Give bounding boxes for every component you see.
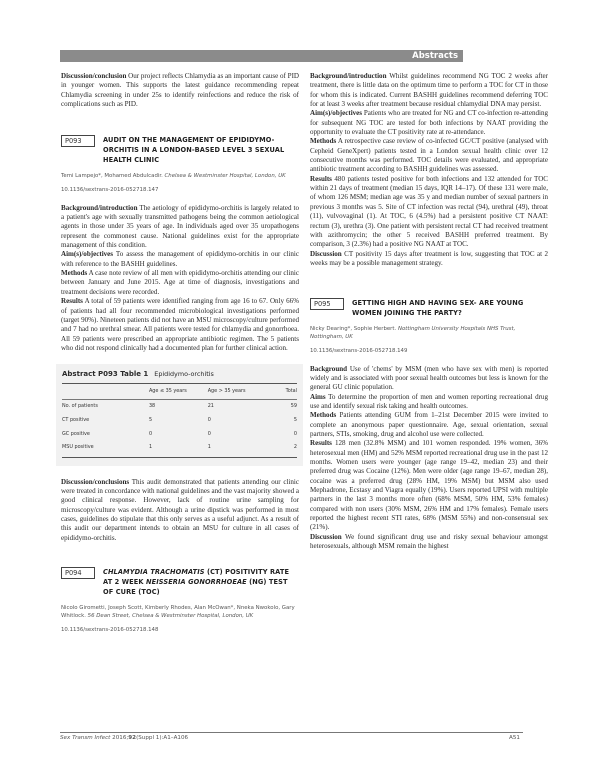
abstract-section: [61, 297, 299, 353]
abstract-authors: [310, 325, 548, 341]
table-header-cell: [62, 384, 149, 400]
abstract-section: [310, 72, 548, 109]
section-text: Patients who are treated for NG and CT co-infection re-attending for subsequent NG TOC are tested for both infections by NAAT providing the opportunity to evaluate the CT positivity rate at re-attendance.: [310, 109, 548, 137]
table-caption-title: Abstract P093 Table 1: [62, 370, 149, 379]
abstract-section: [310, 175, 548, 250]
section-label: Background/introduction: [61, 203, 138, 212]
page-number: A51: [509, 735, 520, 741]
footer-divider: [60, 732, 523, 733]
table-caption: [62, 370, 297, 383]
table-cell: CT positive: [62, 416, 90, 423]
abstract-table: [56, 364, 303, 465]
abstract-id: P093: [61, 135, 95, 147]
author-names: Nicolo Girometti, Joseph Scott, Kimberly Rhodes, Alan McOwan*, Nneka Nwokolo, Gary Whitlock.: [61, 605, 295, 619]
table-header-row: [62, 384, 297, 400]
abstract-doi[interactable]: 10.1136/sextrans-2016-052718.147: [61, 187, 159, 194]
abstract-heading-p095: [310, 298, 548, 318]
abstract-section: [61, 478, 299, 543]
section-label: Aims: [310, 392, 326, 401]
prev-discussion-paragraph: [61, 72, 299, 109]
section-label: Results: [61, 297, 83, 306]
section-label: Discussion: [310, 532, 342, 541]
abstract-section: [310, 393, 548, 412]
abstract-section: [310, 250, 548, 269]
table-header-cell: Age ≤ 35 years: [149, 384, 208, 400]
section-text: CT positivity 15 days after treatment is low, suggesting that TOC at 2 weeks may be a possible management strategy.: [310, 249, 549, 267]
table-cell: 5: [148, 416, 153, 423]
table-cell: 0: [148, 430, 153, 437]
author-affiliation: Nottingham University Hospitals NHS Trust, Nottingham, UK: [310, 326, 516, 341]
section-text: A retrospective case review of co-infected GC/CT positive (analysed with Cepheid GeneXpert) patients tested in a London sexual health clinic over 12 consecutive months was performed. TOC details were evaluated, and appropriate antibiotic treatment according to BASHH guidelines was assessed.: [310, 137, 548, 174]
section-header-bar: [60, 50, 463, 62]
author-affiliation: Chelsea & Westminster Hospital, London, UK: [164, 173, 286, 180]
table-cell: GC positive: [62, 430, 90, 437]
table-cell: 38: [148, 403, 156, 410]
section-text: 128 men (32.8% MSM) and 101 women responded. 19% women, 36% heterosexual men (HM) and 52% MSM reported recreational drug use in the past 12 months. Women users were younger (age range 19–42, median 23) and their preferred drug was Cocaine (12%). Men were older (age range 19–67, median 28), cocaine was a preferred drug (28% HM, 19% MSM) but MSM also used Mephadrone, Ecstasy and Viagra equally (19%). Users reported UPSI with multiple partners in the last 3 months more often (68% MSM, 50% HM, 53% females) compared with non users (30% MSM, 26% HM and 17% females). Female users reported the highest recent STI rates, 68% (MSM 55%) and non-consensual sex (21%).: [310, 439, 548, 532]
abstract-section: [310, 439, 548, 532]
abstract-section: [310, 137, 548, 174]
section-label: Results: [310, 439, 332, 448]
abstract-section: [310, 109, 548, 137]
abstract-section: [61, 269, 299, 297]
abstract-heading-p093: [61, 135, 299, 165]
section-label: Results: [310, 174, 332, 183]
table-header-cell: Total: [269, 384, 297, 400]
data-table: [62, 384, 297, 458]
section-text: To assess the management of epididymo-orchitis in our clinic with reference to the BASHH guidelines.: [61, 250, 299, 268]
right-column: [310, 72, 548, 551]
table-row: [62, 427, 297, 441]
table-cell: 59: [290, 403, 297, 410]
table-cell: 0: [207, 416, 211, 423]
abstract-id: P095: [310, 298, 344, 310]
citation-supplement: (Suppl 1):A1–A106: [136, 735, 189, 741]
title-plain-part: (NG) TEST OF CURE (TOC): [103, 578, 288, 596]
table-cell: 1: [149, 441, 208, 457]
left-column: [61, 72, 299, 643]
abstract-title: GETTING HIGH AND HAVING SEX- ARE YOUNG WOMEN JOINING THE PARTY?: [352, 299, 524, 318]
abstract-title: [103, 567, 299, 597]
section-text: A total of 59 patients were identified ranging from age 16 to 67. Only 66% of patients had all four recommended microbiological investigations performed (target 90%). Nineteen patients did not have an MSU microscopy/culture performed and 7 had no urethral smear. All patients were tested for chlamydia and gonorrhoea. All 59 patients were prescribed an appropriate antibiotic regimen. The 5 patients who did not respond clinically had a documented plan for further clinical action.: [61, 297, 299, 352]
abstract-doi[interactable]: 10.1136/sextrans-2016-052718.149: [310, 348, 408, 355]
title-italic-part: NEISSERIA GONORRHOEAE: [145, 578, 247, 586]
title-italic-part: CHLAMYDIA TRACHOMATIS: [103, 568, 205, 576]
citation-volume: 92: [128, 735, 137, 741]
abstract-section: [61, 250, 299, 269]
section-label: Background/introduction: [310, 72, 387, 80]
table-row: [62, 399, 297, 413]
abstract-id: P094: [61, 567, 95, 579]
table-caption-subtitle: Epididymo-orchitis: [154, 370, 214, 379]
section-label: Aim(s)/objectives: [61, 250, 114, 259]
section-label: Background: [310, 364, 348, 373]
section-text: Patients attending GUM from 1–21st December 2015 were invited to complete an anonymous paper questionnaire. Age, sexual orientation, sexual partners, STIs, smoking, drug and alcohol use were collected.: [310, 411, 548, 438]
journal-name: Sex Transm Infect: [60, 735, 111, 741]
section-label: Abstracts: [412, 51, 458, 61]
section-text: This audit demonstrated that patients attending our clinic were treated in concordance with national guidelines and the vast majority showed a good clinical response. However, lack of routine urine sampling for microscopy/culture was evident. Although a urine dipstick was performed in most cases, guidelines do stipulate that this only serves as a useful adjunct. As a result of this audit our department intends to obtain an MSU for culture in all cases of epididymo-orchitis.: [61, 477, 299, 542]
abstract-doi[interactable]: 10.1136/sextrans-2016-052718.148: [61, 627, 159, 633]
table-cell: 0: [207, 430, 211, 437]
section-text: We found significant drug use and risky sexual behaviour amongst heterosexuals, although MSM remain the highest: [310, 532, 548, 551]
section-text: Our project reflects Chlamydia as an important cause of PID in younger women. This supports the latest guidance recommending repeat Chlamydia screening in under 25s to identify reinfections and reduce the risk of complications such as PID.: [61, 72, 300, 109]
abstract-heading-p094: [61, 567, 299, 597]
section-text: The aetiology of epididymo-orchitis is largely related to a patient's age with sexually transmitted pathogens being the common aetiological agents in those under 35 years of age. In individuals aged over 35 uropathogens represent the commonest cause. National guidelines exist for the appropriate management of this condition.: [61, 203, 300, 250]
section-label: Discussion: [310, 249, 342, 258]
abstract-authors: [61, 172, 299, 180]
section-label: Methods: [61, 269, 88, 278]
table-cell: 1: [208, 441, 269, 457]
table-cell: MSU positive: [62, 441, 149, 457]
section-text: A case note review of all men with epididymo-orchitis attending our clinic between January and June 2015. Age at time of diagnosis, investigations and treatment decisions were recorded.: [61, 269, 300, 296]
section-label: Discussion/conclusions: [61, 477, 130, 486]
page-footer: [60, 735, 523, 741]
section-label: Aim(s)/objectives: [310, 109, 363, 118]
section-label: Methods: [310, 137, 337, 146]
section-text: Whilst guidelines recommend NG TOC 2 weeks after treatment, there is little data on the optimum time to perform a TOC for CT in those for whom this is indicated. Current BASHH guidelines recommend deferring TOC for at least 3 weeks after treatment because residual chlamydial DNA may persist.: [310, 72, 548, 109]
table-cell: 5: [293, 416, 297, 423]
abstract-section: [310, 533, 548, 552]
table-cell: 0: [293, 430, 297, 437]
abstract-section: [310, 411, 548, 439]
section-label: Methods: [310, 411, 337, 420]
section-text: 480 patients tested positive for both infections and 132 attended for TOC within 21 days of treatment (median 15 days, IQR 14–17). Of these 131 were male, of whom 126 MSM; median age was 35 y and median number of sexual partners in previous 3 months was 5. Site of CT infection was rectal (94), urethral (49), throat (11), vulvovaginal (1). At TOC, 6 (4.5%) had a persistent positive CT NAAT: rectum (3), urethra (3). One patient with persistent rectal CT had received treatment with azithromycin; the other 5 received BASHH preferred treatment. By comparison, 3 (2.3%) had a positive NG NAAT at TOC.: [310, 174, 548, 249]
author-affiliation: 56 Dean Street, Chelsea & Westminster Hospital, London, UK: [87, 613, 254, 619]
table-cell: 2: [269, 441, 297, 457]
table-cell: 21: [207, 403, 214, 410]
table-header-cell: Age > 35 years: [208, 384, 269, 400]
citation-year: 2016;: [110, 735, 129, 741]
title-plain-part: (CT) POSITIVITY RATE AT 2 WEEK: [103, 568, 290, 586]
section-text: Use of 'chems' by MSM (men who have sex with men) is reported widely and is associated with poor sexual health outcomes but less is known for the general GU clinic population.: [310, 364, 548, 392]
author-names: Temi Lampejo*, Mohamed Abdulcadir.: [61, 173, 163, 180]
abstract-section: [61, 204, 299, 251]
section-label: Discussion/conclusion: [61, 72, 127, 80]
abstract-authors: [61, 604, 299, 620]
table-row: [62, 414, 297, 428]
author-names: Nicky Dearing*, Sophie Herbert.: [310, 326, 397, 333]
abstract-section: [310, 365, 548, 393]
abstract-title: AUDIT ON THE MANAGEMENT OF EPIDIDYMO-ORCHITIS IN A LONDON-BASED LEVEL 3 SEXUAL HEALTH CLINIC: [103, 136, 285, 165]
section-text: To determine the proportion of men and women reporting recreational drug use and identify sexual risk taking and health outcomes.: [310, 392, 548, 410]
table-cell: No. of patients: [62, 403, 98, 410]
table-row: [62, 441, 297, 457]
